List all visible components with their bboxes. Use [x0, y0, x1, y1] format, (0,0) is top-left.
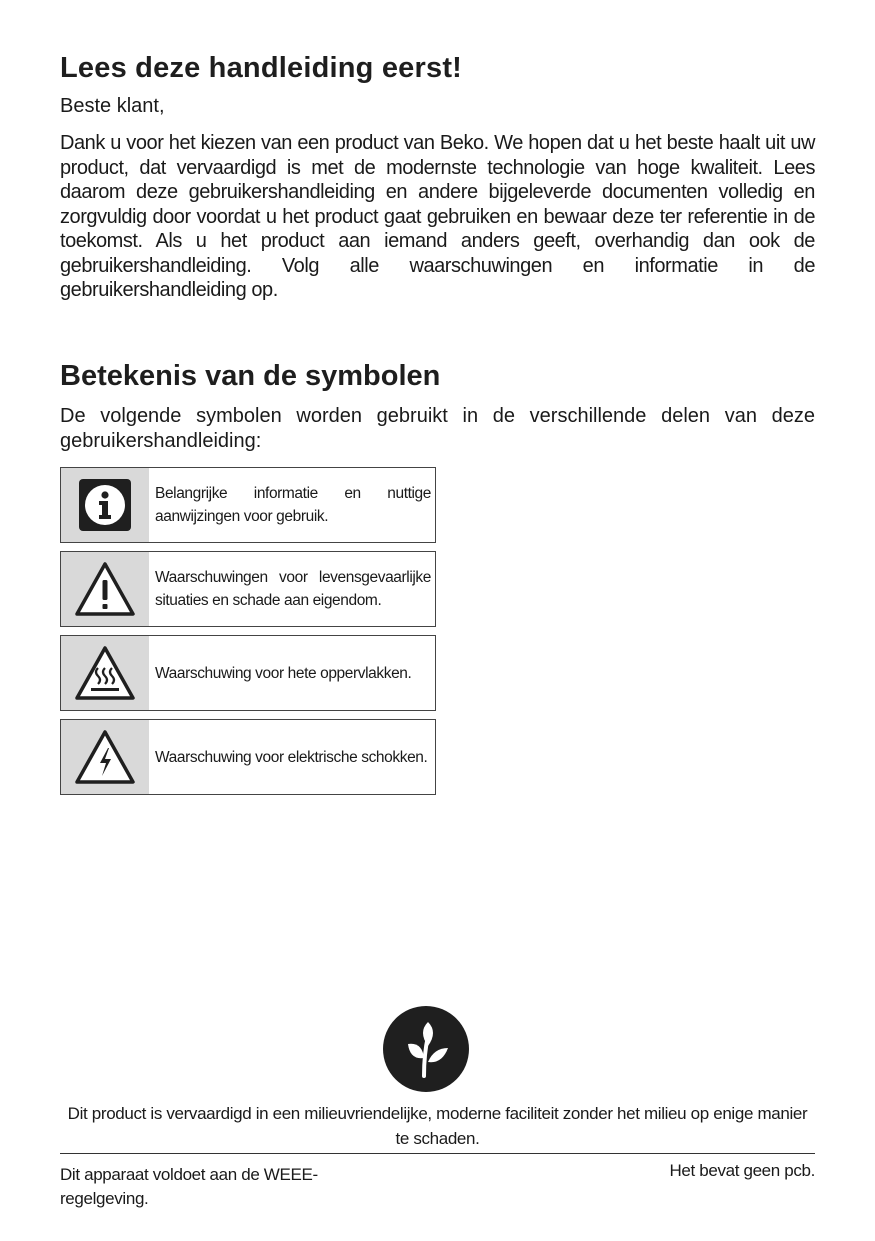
leaf-icon	[383, 1006, 469, 1092]
symbol-text-hot-surface: Waarschuwing voor hete oppervlakken.	[155, 664, 412, 682]
symbol-text-warning: Waarschuwingen voor levensgevaarlijke situaties en schade aan eigendom.	[155, 569, 431, 609]
symbol-text-info: Belangrijke informatie en nuttige aanwijzingen voor gebruik.	[155, 485, 431, 525]
symbol-row-hot-surface	[60, 635, 436, 711]
greeting: Beste klant,	[60, 95, 165, 117]
electric-shock-icon	[61, 720, 149, 794]
hot-surface-icon	[61, 636, 149, 710]
pcb-statement: Het bevat geen pcb.	[669, 1161, 815, 1180]
symbol-row-warning	[60, 551, 436, 627]
footer-divider	[60, 1153, 815, 1154]
info-icon	[61, 468, 149, 542]
intro-paragraph: Dank u voor het kiezen van een product van Beko. We hopen dat u het beste haalt uit uw product, dat vervaardigd is met de modernste technologie van hoge kwaliteit. Lees daarom deze gebruikershandleiding en andere bijgeleverde documenten volledig en zorgvuldig door voordat u het product gaat gebruiken en bewaar deze ter referentie in de toekomst. Als u het product aan iemand anders geeft, overhandig dan ook de gebruikershandleiding. Volg alle waarschuwingen en informatie in de gebruikershandleiding op.	[60, 132, 815, 301]
symbol-row-electric-shock	[60, 719, 436, 795]
page-title: Lees deze handleiding eerst!	[60, 52, 463, 84]
eco-statement: Dit product is vervaardigd in een milieuvriendelijke, moderne faciliteit zonder het milieu op enige manier te schaden.	[67, 1104, 808, 1148]
warning-triangle-icon	[61, 552, 149, 626]
symbols-heading: Betekenis van de symbolen	[60, 360, 441, 392]
weee-statement: Dit apparaat voldoet aan de WEEE-regelgeving.	[60, 1165, 318, 1208]
symbol-text-electric-shock: Waarschuwing voor elektrische schokken.	[155, 748, 428, 766]
symbol-row-info	[60, 467, 436, 543]
symbols-intro: De volgende symbolen worden gebruikt in de verschillende delen van deze gebruikershandleiding:	[60, 405, 815, 452]
